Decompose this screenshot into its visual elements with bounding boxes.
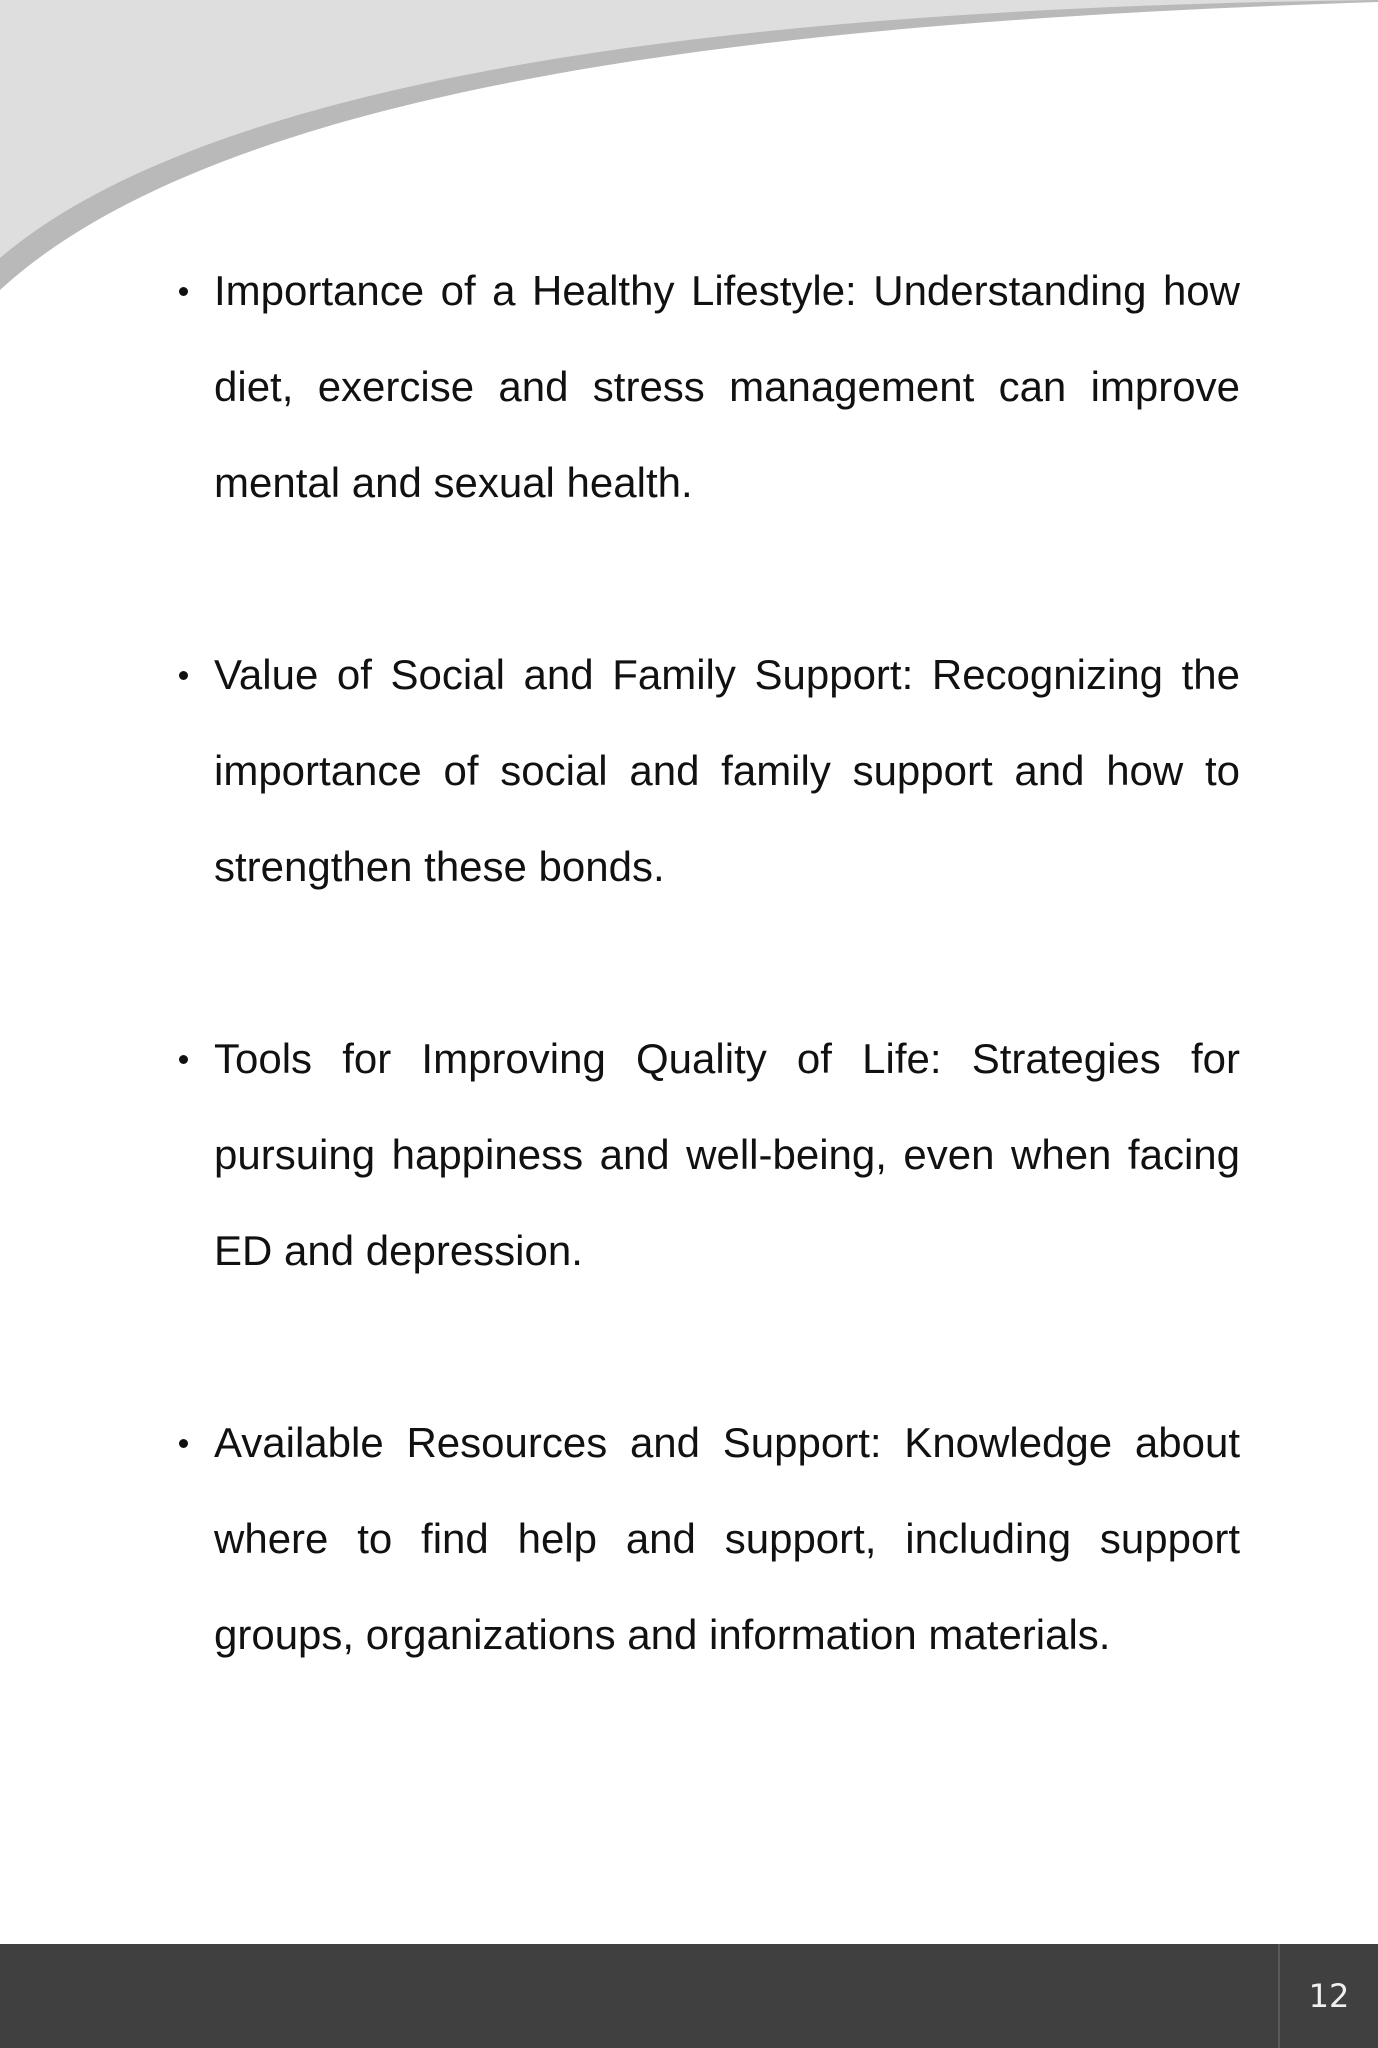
bullet-text: Importance of a Healthy Lifestyle: Understanding how diet, exercise and stress management can improve mental and sexual health. <box>214 267 1240 506</box>
list-item <box>172 243 1240 531</box>
bullet-text: Value of Social and Family Support: Recognizing the importance of social and family support and how to strengthen these bonds. <box>214 651 1240 890</box>
bullet-icon <box>179 1439 188 1448</box>
list-item <box>172 1395 1240 1683</box>
bullet-text: Tools for Improving Quality of Life: Strategies for pursuing happiness and well-being, even when facing ED and depression. <box>214 1035 1240 1274</box>
bullet-text: Available Resources and Support: Knowledge about where to find help and support, including support groups, organizations and information materials. <box>214 1419 1240 1658</box>
page-number: 12 <box>1278 1944 1378 2048</box>
bullet-icon <box>179 671 188 680</box>
footer-bar <box>0 1944 1378 2048</box>
list-item <box>172 627 1240 915</box>
list-item <box>172 1011 1240 1299</box>
bullet-icon <box>179 1055 188 1064</box>
swoosh-light-fill <box>0 0 1378 258</box>
bullet-icon <box>179 287 188 296</box>
bullet-list <box>172 243 1240 1683</box>
